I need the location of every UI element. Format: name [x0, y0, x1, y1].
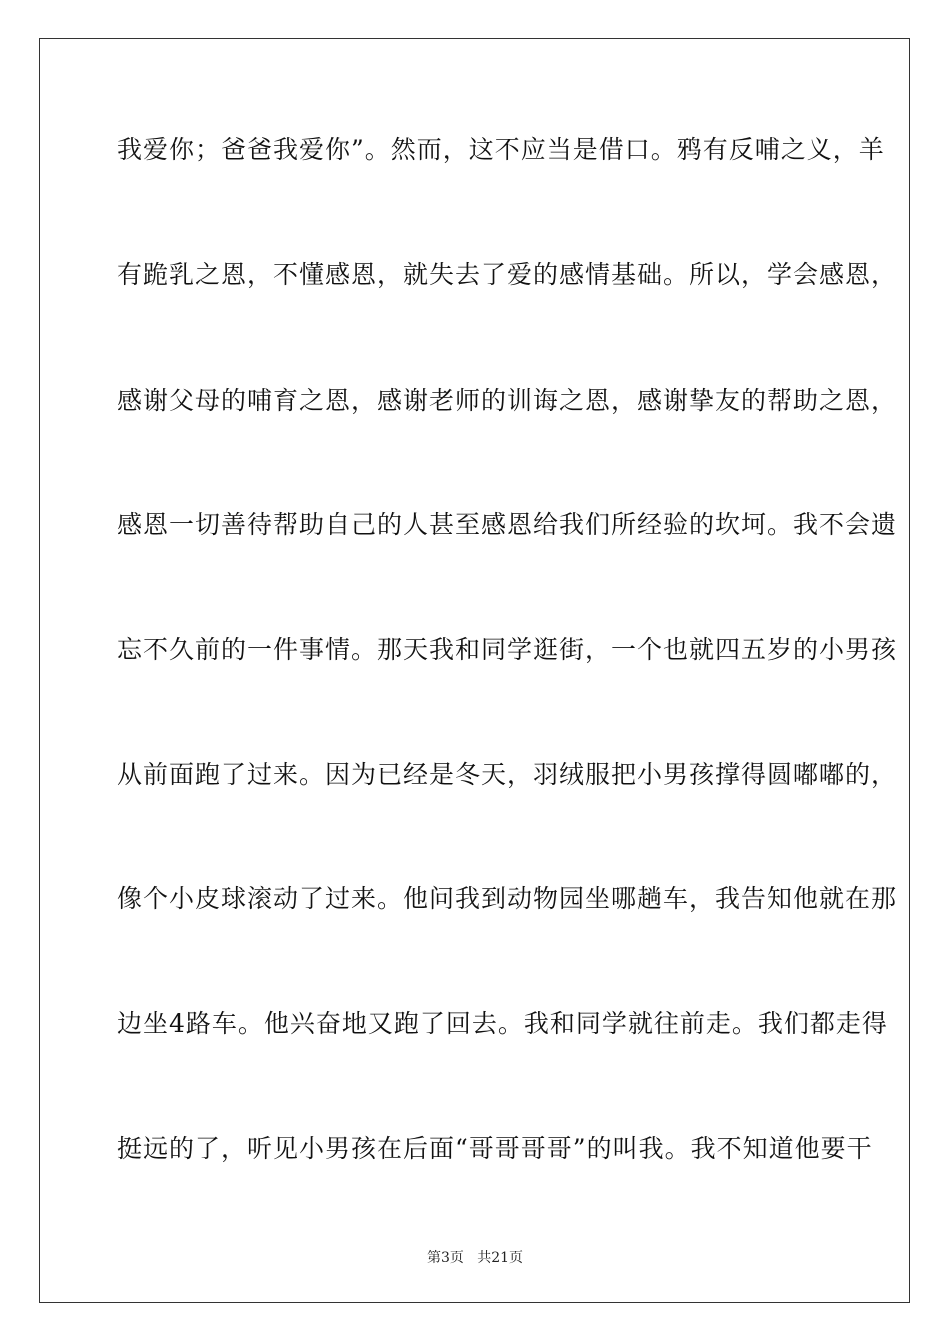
body-text-line: 忘不久前的一件事情。那天我和同学逛街，一个也就四五岁的小男孩	[117, 635, 898, 664]
body-text-line: 从前面跑了过来。因为已经是冬天，羽绒服把小男孩撑得圆嘟嘟的，	[117, 760, 898, 789]
body-text-line: 我爱你；爸爸我爱你”。然而，这不应当是借口。鸦有反哺之义，羊	[117, 135, 885, 164]
page-number-footer: 第3页 共21页	[426, 1250, 524, 1266]
body-text-line: 像个小皮球滚动了过来。他问我到动物园坐哪趟车，我告知他就在那	[117, 884, 898, 913]
body-text-line: 挺远的了，听见小男孩在后面“哥哥哥哥”的叫我。我不知道他要干	[117, 1134, 873, 1163]
page-border	[39, 38, 910, 1303]
body-text-line: 感恩一切善待帮助自己的人甚至感恩给我们所经验的坎坷。我不会遗	[117, 510, 898, 539]
body-text-line: 边坐4路车。他兴奋地又跑了回去。我和同学就往前走。我们都走得	[117, 1009, 888, 1038]
body-text-line: 感谢父母的哺育之恩，感谢老师的训诲之恩，感谢挚友的帮助之恩，	[117, 386, 898, 415]
body-text-line: 有跪乳之恩，不懂感恩，就失去了爱的感情基础。所以，学会感恩，	[117, 260, 898, 289]
